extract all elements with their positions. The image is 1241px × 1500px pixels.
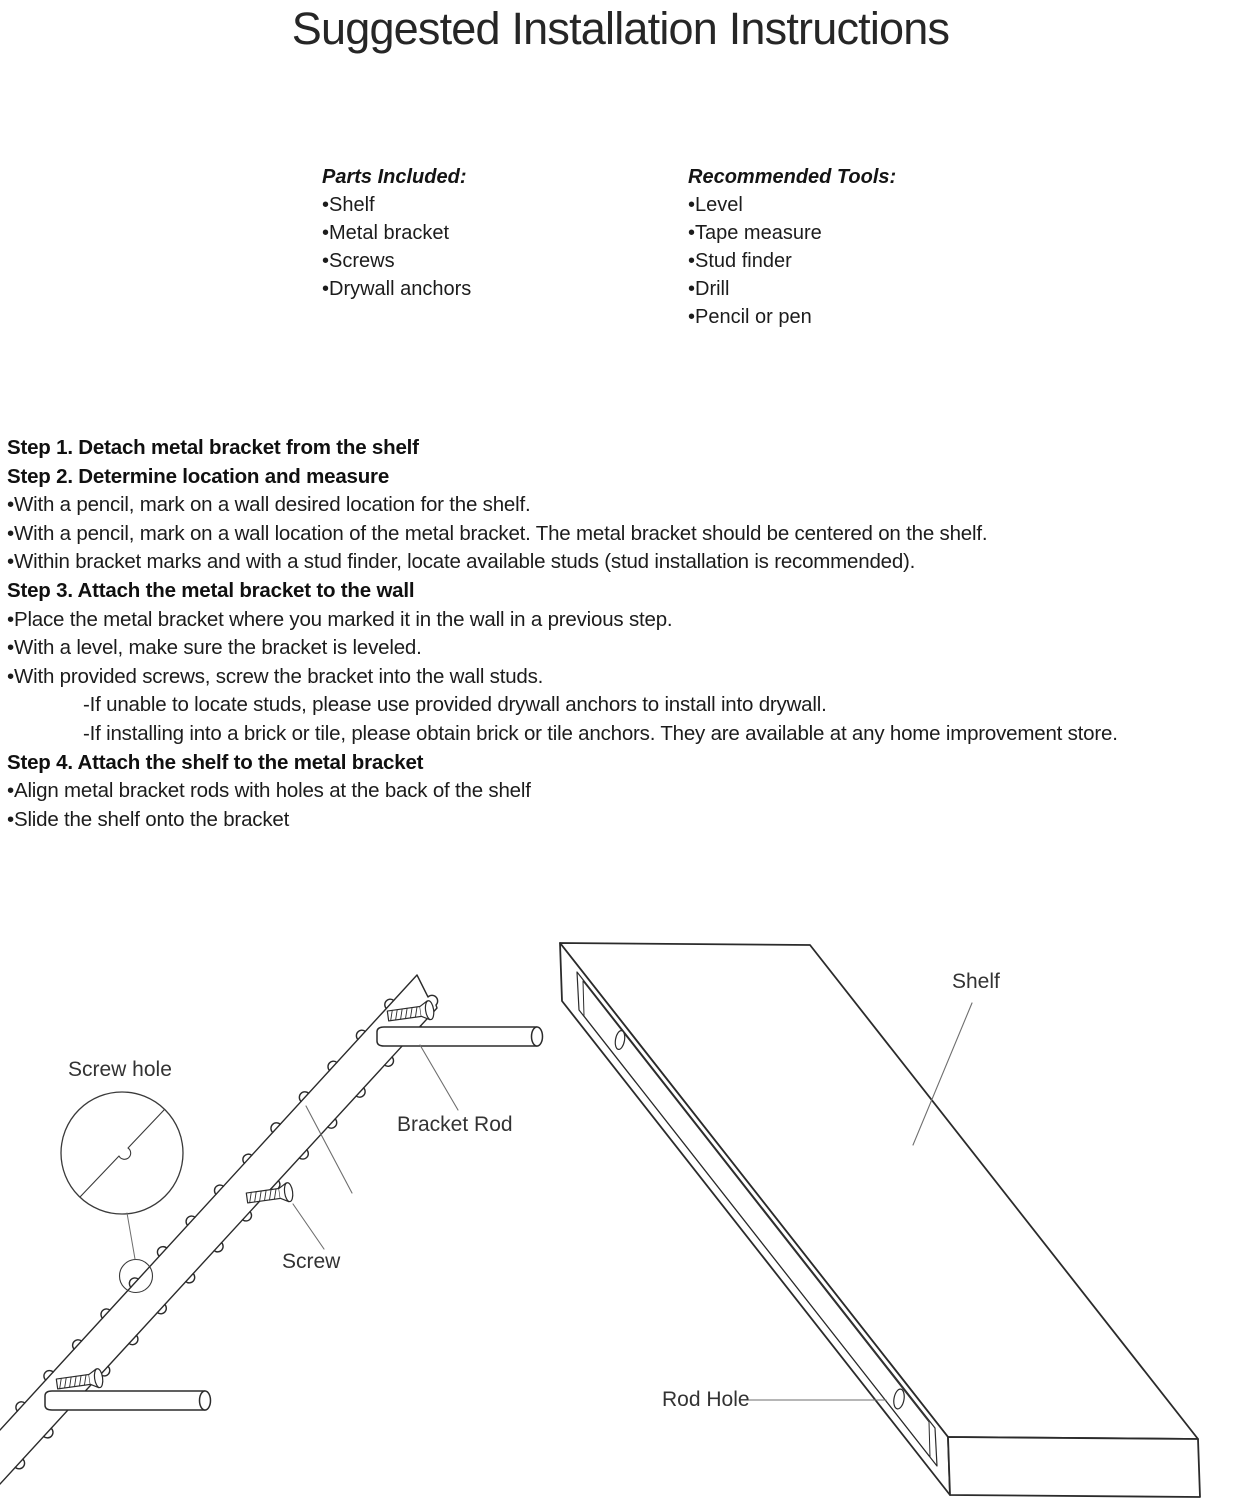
step-bullet: •Place the metal bracket where you marked it in the wall in a previous step. <box>7 607 673 631</box>
shelf-end-face <box>948 1437 1200 1497</box>
bracket-rod-leader-line <box>420 1045 458 1110</box>
step-bullet: •Within bracket marks and with a stud finder, locate available studs (stud installation is recommended). <box>7 550 916 574</box>
callout-source-circle <box>120 1260 153 1293</box>
step-bullet: •With provided screws, screw the bracket into the wall studs. <box>7 664 544 688</box>
tools-item: •Pencil or pen <box>688 306 812 328</box>
step-bullet: •Align metal bracket rods with holes at the back of the shelf <box>7 779 531 803</box>
tools-item: •Level <box>688 194 743 216</box>
screw-bottom <box>56 1368 104 1393</box>
step-bullet: •With a level, make sure the bracket is leveled. <box>7 636 422 660</box>
parts-item: •Metal bracket <box>322 222 450 244</box>
tools-item: •Stud finder <box>688 250 792 272</box>
step-heading: Step 3. Attach the metal bracket to the wall <box>7 578 415 602</box>
screw-leader-line <box>293 1204 324 1249</box>
bracket-rod-top <box>377 1027 543 1046</box>
parts-item: •Shelf <box>322 194 375 216</box>
bracket-rod-label: Bracket Rod <box>397 1113 513 1136</box>
rod-hole-label: Rod Hole <box>662 1388 750 1411</box>
bracket-rod-bottom <box>45 1391 211 1410</box>
screw-middle <box>246 1182 294 1207</box>
tools-item: •Tape measure <box>688 222 822 244</box>
step-subnote: -If installing into a brick or tile, please obtain brick or tile anchors. They are available at any home improvement store. <box>83 721 1118 745</box>
step-bullet: •With a pencil, mark on a wall location of the metal bracket. The metal bracket should be centered on the shelf. <box>7 521 988 545</box>
step-bullet: •With a pencil, mark on a wall desired location for the shelf. <box>7 493 531 517</box>
tools-item: •Drill <box>688 278 730 300</box>
step-heading: Step 2. Determine location and measure <box>7 464 390 488</box>
screw-top <box>387 1000 435 1025</box>
bracket-face-leader-line <box>306 1106 352 1193</box>
page-title: Suggested Installation Instructions <box>291 3 950 54</box>
step-heading: Step 1. Detach metal bracket from the shelf <box>7 436 419 459</box>
callout-leader-line <box>127 1213 135 1259</box>
parts-item: •Drywall anchors <box>322 278 472 300</box>
shelf-drawing <box>560 943 1200 1497</box>
step-heading: Step 4. Attach the shelf to the metal bracket <box>7 750 424 774</box>
recommended-tools-heading: Recommended Tools: <box>688 166 897 188</box>
parts-included-heading: Parts Included: <box>322 166 467 188</box>
screw-label: Screw <box>282 1250 341 1273</box>
magnifier-circle <box>61 1092 183 1214</box>
shelf-label: Shelf <box>952 970 1000 993</box>
screw-hole-label: Screw hole <box>68 1058 172 1081</box>
step-bullet: •Slide the shelf onto the bracket <box>7 807 290 831</box>
screw-hole-profile <box>80 1110 164 1197</box>
parts-item: •Screws <box>322 250 395 272</box>
screw-hole-callout <box>61 1092 183 1293</box>
step-subnote: -If unable to locate studs, please use provided drywall anchors to install into drywall. <box>83 693 827 717</box>
